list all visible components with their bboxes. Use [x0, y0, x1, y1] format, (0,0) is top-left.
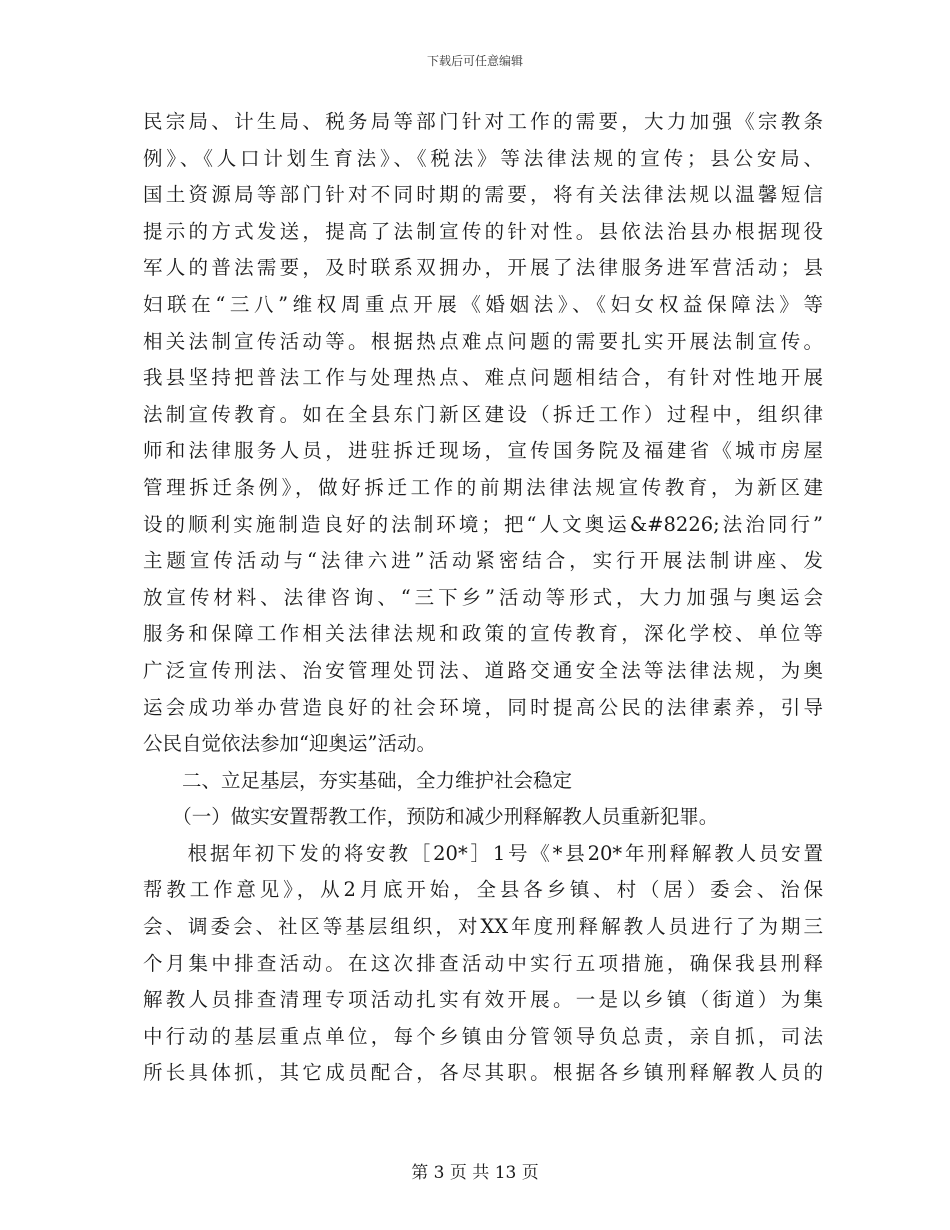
text-line: 法制宣传教育。如在全县东门新区建设（拆迁工作）过程中，组织律	[143, 402, 823, 426]
page-footer: 第 3 页 共 13 页	[411, 1163, 539, 1183]
text-line: 公民自觉依法参加“迎奥运”活动。	[143, 732, 436, 756]
text-line: 设的顺利实施制造良好的法制环境；把“人文奥运&#8226;法治同行”	[143, 512, 823, 536]
text-line: 所长具体抓，其它成员配合，各尽其职。根据各乡镇刑释解教人员的	[143, 1061, 823, 1085]
page-header: 下载后可任意编辑	[426, 54, 523, 68]
text-line: 管理拆迁条例》，做好拆迁工作的前期法律法规宣传教育，为新区建	[143, 475, 823, 499]
text-line: 例》、《人口计划生育法》、《税法》等法律法规的宣传；县公安局、	[143, 146, 823, 170]
text-line: 个月集中排查活动。在这次排查活动中实行五项措施，确保我县刑释	[143, 951, 823, 975]
text-line: 中行动的基层重点单位，每个乡镇由分管领导负总责，亲自抓，司法	[143, 1024, 823, 1048]
text-line: 解教人员排查清理专项活动扎实有效开展。一是以乡镇（街道）为集	[143, 988, 823, 1012]
text-line: 根据年初下发的将安教［20*］1号《*县20*年刑释解教人员安置	[143, 841, 823, 865]
text-line: 民宗局、计生局、税务局等部门针对工作的需要，大力加强《宗教条	[143, 110, 823, 133]
section-heading: 二、立足基层，夯实基础，全力维护社会稳定	[143, 768, 573, 792]
text-line: 广泛宣传刑法、治安管理处罚法、道路交通安全法等法律法规，为奥	[143, 658, 823, 682]
text-line: 主题宣传活动与“法律六进”活动紧密结合，实行开展法制讲座、发	[143, 549, 823, 573]
text-line: 师和法律服务人员，进驻拆迁现场，宣传国务院及福建省《城市房屋	[143, 439, 823, 463]
text-line: 服务和保障工作相关法律法规和政策的宣传教育，深化学校、单位等	[143, 622, 823, 646]
text-line: 放宣传材料、法律咨询、“三下乡”活动等形式，大力加强与奥运会	[143, 585, 823, 609]
subsection-heading: （一）做实安置帮教工作，预防和减少刑释解教人员重新犯罪。	[143, 805, 719, 829]
text-line: 国土资源局等部门针对不同时期的需要，将有关法律法规以温馨短信	[143, 183, 823, 207]
text-line: 妇联在“三八”维权周重点开展《婚姻法》、《妇女权益保障法》等	[143, 292, 823, 316]
text-line: 军人的普法需要，及时联系双拥办，开展了法律服务进军营活动；县	[143, 256, 823, 280]
text-line: 我县坚持把普法工作与处理热点、难点问题相结合，有针对性地开展	[143, 366, 823, 390]
document-body	[143, 104, 823, 1092]
text-line: 会、调委会、社区等基层组织，对XX年度刑释解教人员进行了为期三	[143, 915, 823, 939]
text-line: 提示的方式发送，提高了法制宣传的针对性。县依法治县办根据现役	[143, 219, 823, 243]
text-line: 相关法制宣传活动等。根据热点难点问题的需要扎实开展法制宣传。	[143, 329, 823, 353]
text-line: 帮教工作意见》，从2月底开始，全县各乡镇、村（居）委会、治保	[143, 878, 823, 902]
text-line: 运会成功举办营造良好的社会环境，同时提高公民的法律素养，引导	[143, 695, 823, 719]
